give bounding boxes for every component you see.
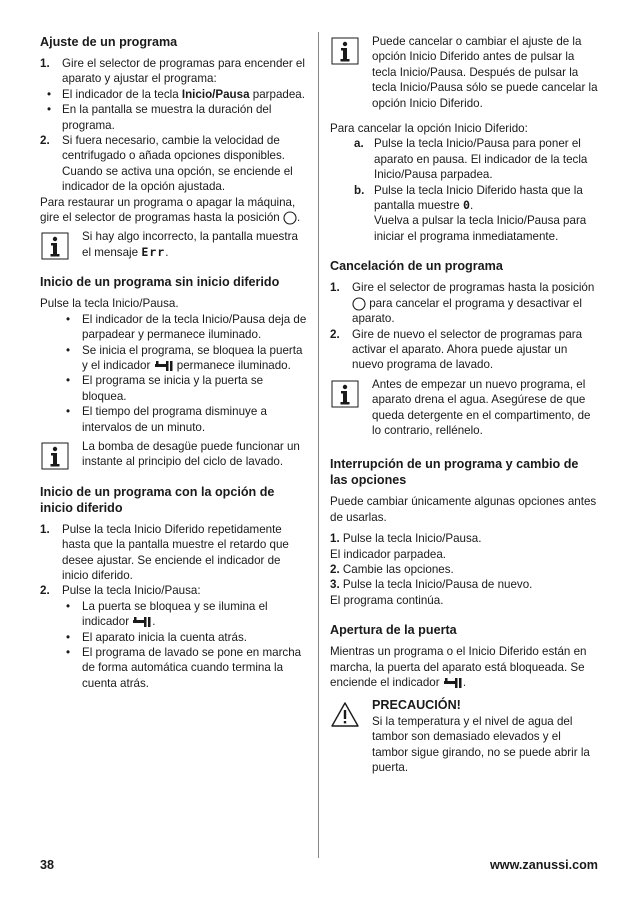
step: 1. Pulse la tecla Inicio/Pausa. bbox=[330, 532, 482, 546]
section-title-ajuste: Ajuste de un programa bbox=[40, 35, 178, 49]
bullet-item: • El aparato inicia la cuenta atrás. bbox=[40, 630, 308, 645]
list-item: b. Pulse la tecla Inicio Diferido hasta que la pantalla muestre 0. Vuelva a pulsar la tecla Inicio/Pausa para iniciar el programa inmediatamente. bbox=[354, 183, 587, 243]
step: 3. Pulse la tecla Inicio/Pausa de nuevo. bbox=[330, 578, 533, 592]
page-number: 38 bbox=[40, 858, 55, 872]
footer-url: www.zanussi.com bbox=[489, 858, 598, 872]
warning-title: PRECAUCIÓN! bbox=[372, 698, 461, 713]
door-lock-icon bbox=[443, 677, 463, 689]
info-note: La bomba de desagüe puede funcionar un instante al principio del ciclo de lavado. bbox=[40, 439, 308, 470]
info-note: Antes de empezar un nuevo programa, el aparato drena el agua. Asegúrese de que queda detergente en el compartimento, de lo contrario, rellénelo. bbox=[330, 377, 598, 439]
bullet-item: • En la pantalla se muestra la duración del programa. bbox=[40, 102, 308, 133]
error-code: Err bbox=[141, 244, 166, 259]
display-code: 0 bbox=[462, 198, 470, 213]
paragraph: Mientras un programa o el Inicio Diferido están en marcha, la puerta del aparato está bloqueada. Se enciende el indicador . bbox=[330, 645, 587, 689]
bullet-item: • El tiempo del programa disminuye a intervalos de un minuto. bbox=[40, 404, 308, 435]
item-text: Gire de nuevo el selector de programas para activar el aparato. Ahora puede ajustar un nuevo programa de lavado. bbox=[352, 327, 583, 372]
step: 2. Cambie las opciones. bbox=[330, 562, 454, 576]
item-text: Pulse la tecla Inicio/Pausa para poner el aparato en pausa. El indicador de la tecla Inicio/Pausa parpadea. bbox=[374, 137, 588, 182]
item-text: Gire el selector de programas para encender el aparato y ajustar el programa: bbox=[62, 57, 305, 86]
bullet-item: • El indicador de la tecla Inicio/Pausa parpadea. bbox=[40, 87, 308, 102]
paragraph: Pulse la tecla Inicio/Pausa. bbox=[40, 297, 179, 311]
right-column bbox=[330, 34, 598, 779]
warning-note bbox=[330, 698, 598, 775]
info-note: Puede cancelar o cambiar el ajuste de la opción Inicio Diferido antes de pulsar la tecla Inicio/Pausa. Después de pulsar la tecla Inicio/Pausa sólo se puede cancelar la opción Inicio Diferido. bbox=[330, 34, 598, 111]
list-item bbox=[40, 133, 308, 195]
item-letter: a. bbox=[354, 137, 364, 151]
paragraph: El indicador parpadea. bbox=[330, 547, 447, 561]
section-title-cancelacion: Cancelación de un programa bbox=[330, 259, 503, 274]
item-number: 1. bbox=[330, 281, 340, 295]
off-position-icon bbox=[352, 297, 366, 311]
section-title-interrupcion: Interrupción de un programa y cambio de las opciones bbox=[330, 457, 579, 488]
bullet-item: • El indicador de la tecla Inicio/Pausa deja de parpadear y permanece iluminado. bbox=[40, 312, 308, 343]
info-icon bbox=[330, 379, 360, 409]
warning-text: Si la temperatura y el nivel de agua del tambor son demasiado elevados y el tambor sigue girando, no se puede abrir la puerta. bbox=[372, 714, 590, 775]
list-item bbox=[40, 522, 308, 584]
column-divider bbox=[318, 32, 319, 858]
section-title-con-diferido: Inicio de un programa con la opción de inicio diferido bbox=[40, 484, 275, 515]
info-note: Si hay algo incorrecto, la pantalla muestra el mensaje Err. bbox=[40, 229, 308, 260]
item-text: Pulse la tecla Inicio/Pausa: bbox=[62, 584, 201, 598]
paragraph: El programa continúa. bbox=[330, 593, 444, 607]
paragraph: Para cancelar la opción Inicio Diferido: bbox=[330, 122, 528, 136]
list-item bbox=[40, 56, 308, 87]
door-lock-icon bbox=[132, 616, 152, 628]
bullet-item: • Se inicia el programa, se bloquea la puerta y el indicador permanece iluminado. bbox=[40, 343, 308, 374]
list-item: 1. Gire el selector de programas hasta la posición para cancelar el programa y desactivar el aparato. bbox=[330, 281, 595, 326]
item-letter: b. bbox=[354, 183, 365, 197]
item-text: Pulse la tecla Inicio Diferido repetidamente hasta que la pantalla muestre el retardo que desee ajustar. Se enciende el indicador de inicio diferido. bbox=[62, 522, 289, 582]
item-number: 2. bbox=[40, 134, 50, 148]
bullet-item: • El programa de lavado se pone en marcha de forma automática cuando termina la cuenta atrás. bbox=[40, 645, 308, 691]
bullet-list bbox=[40, 87, 308, 133]
list-item bbox=[330, 327, 598, 373]
item-text: Si fuera necesario, cambie la velocidad de centrifugado o añada opciones disponibles. Cuando se activa una opción, se enciende el indicador de la opción ajustada. bbox=[62, 134, 293, 194]
info-icon bbox=[40, 231, 70, 261]
paragraph: Para restaurar un programa o apagar la máquina, gire el selector de programas hasta la posición . bbox=[40, 195, 301, 225]
section-title-sin-diferido: Inicio de un programa sin inicio diferido bbox=[40, 275, 280, 290]
item-number: 1. bbox=[40, 57, 50, 70]
bullet-list bbox=[40, 599, 308, 691]
warning-icon bbox=[330, 700, 360, 730]
section-title-apertura: Apertura de la puerta bbox=[330, 623, 457, 638]
paragraph: Puede cambiar únicamente algunas opciones antes de usarlas. bbox=[330, 495, 597, 524]
item-number: 2. bbox=[40, 584, 50, 598]
off-position-icon bbox=[283, 211, 297, 225]
bullet-list bbox=[40, 312, 308, 435]
item-number: 2. bbox=[330, 327, 340, 341]
bullet-item: • La puerta se bloquea y se ilumina el indicador . bbox=[40, 599, 308, 630]
list-item bbox=[330, 136, 598, 182]
item-number: 1. bbox=[40, 522, 50, 536]
info-icon bbox=[40, 441, 70, 471]
bullet-item: • El programa se inicia y la puerta se bloquea. bbox=[40, 373, 308, 404]
door-lock-icon bbox=[154, 360, 174, 372]
list-item bbox=[40, 583, 308, 598]
left-column bbox=[40, 34, 308, 691]
info-icon bbox=[330, 36, 360, 66]
